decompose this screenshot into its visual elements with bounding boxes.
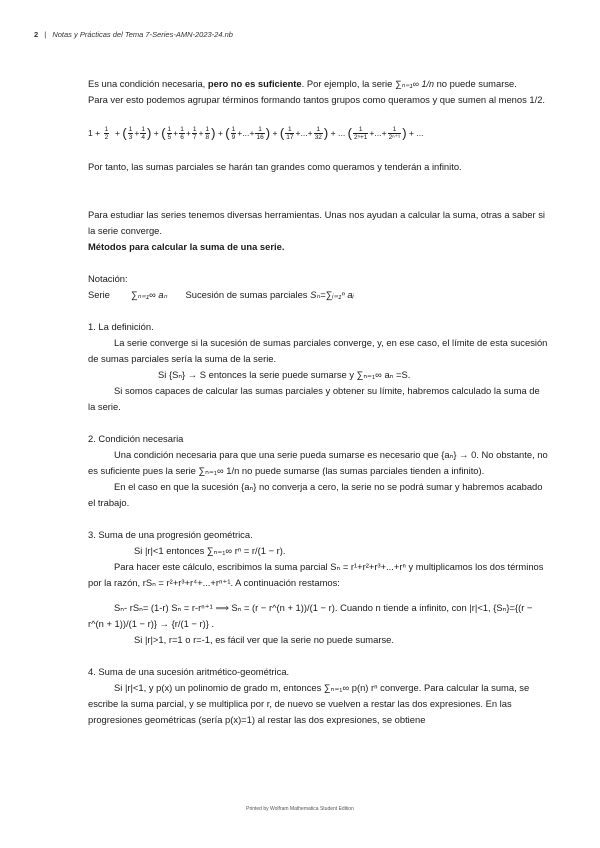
notation-line: Serie ∑ₙ₌₁∞ aₙ Sucesión de sumas parciales Sₙ=∑ᵢ₌₁ⁿ aᵢ xyxy=(88,288,354,300)
series-notation: ∑ₙ₌₁∞ aₙ xyxy=(130,288,168,300)
not-sufficient-emphasis: pero no es suficiente xyxy=(207,78,302,89)
section-1-title: 1. La definición. xyxy=(88,320,154,332)
section-3-title: 3. Suma de una progresión geométrica. xyxy=(88,528,253,540)
methods-heading: Métodos para calcular la suma de una serie. xyxy=(88,240,285,252)
conclusion-text: Por tanto, las sumas parciales se harán tan grandes como queramos y tenderán a infinito. xyxy=(88,160,462,172)
header-separator: | xyxy=(44,30,47,39)
section-2-title: 2. Condición necesaria xyxy=(88,432,184,444)
section-4-p1: Si |r|<1, y p(x) un polinomio de grado m, entonces ∑ₙ₌₁∞ p(n) rⁿ converge. Para calcular la suma, se escribe la suma parcial, y se multiplica por r, de nuevo se vuelven a restar las dos expresiones. En las progresiones geométricas (sería p(x)=1) al restar las dos expresiones, se obtiene xyxy=(88,681,530,725)
intro-line-2: Para ver esto podemos agrupar términos formando tantos grupos como queramos y que sumen al menos 1/2. xyxy=(88,94,546,105)
section-4-title: 4. Suma de una sucesión aritmético-geométrica. xyxy=(88,665,290,677)
page-header xyxy=(34,30,233,39)
section-3-p2: Para hacer este cálculo, escribimos la suma parcial Sₙ = r¹+r²+r³+...+rⁿ y multiplicamos los dos términos por la razón, rSₙ = r²+r³+r⁴+...+rⁿ⁺¹. A continuación restamos: xyxy=(88,560,544,588)
section-2-p2: En el caso en que la sucesión {aₙ} no converja a cero, la serie no se podrá sumar y habremos acabado el trabajo. xyxy=(88,480,543,508)
notebook-title: Notas y Prácticas del Tema 7-Series-AMN-2023-24.nb xyxy=(52,30,233,39)
harmonic-grouping-formula: 1 + $\frac{1}{2}$ + ( $\frac{1}{3}$ + $\frac{1}{4}$ ) + ( $\frac{1}{5}$ + $\frac{1}{6}$ + $\frac{1}{7}$ + $\frac{1}{8}$ ) + ( $\frac{1}{9}$ +...+ $\frac{1}{16}$ ) + ( $\frac{1}{17}$ +...+ $\frac{1}{32}$ ) + ... ( $\frac{1}{\text{2ⁿ+1}}$ +...+ $\frac{1}{\text{2ⁿ⁺¹}}$ ) + ... xyxy=(88,125,424,142)
section-1-p3: Si somos capaces de calcular las sumas parciales y obtener su límite, habremos calculado la suma de la serie. xyxy=(88,384,540,412)
notation-label: Notación: xyxy=(88,272,128,284)
section-3-p3: Sₙ- rSₙ= (1-r) Sₙ = r-rⁿ⁺¹ ⟹ Sₙ = (r − r^(n + 1))/(1 − r). Cuando n tiende a infinito, con |r|<1, {Sₙ}={(r − r^(n + 1))/(1 − r)} → {r/(1 − r)} . xyxy=(88,601,533,629)
page-number: 2 xyxy=(34,30,39,39)
notebook-content xyxy=(88,76,548,728)
print-footer: Printed by Wolfram Mathematica Student Edition xyxy=(246,806,354,812)
harmonic-sum: ∑ₙ₌₁∞ 1/n xyxy=(394,79,434,89)
section-2-p1: Una condición necesaria para que una serie pueda sumarse es necesario que {aₙ} → 0. No obstante, no es suficiente pues la serie ∑ₙ₌₁∞ 1/n no puede sumarse (las sumas parciales tienden a infinito). xyxy=(88,448,548,476)
intro-line-1: Es una condición necesaria, pero no es suficiente. Por ejemplo, la serie ∑ₙ₌₁∞ 1/n no puede sumarse. xyxy=(88,78,517,89)
section-1-p2: Si {Sₙ} → S entonces la serie puede sumarse y ∑ₙ₌₁∞ aₙ =S. xyxy=(158,368,411,380)
section-3-p4: Si |r|>1, r=1 o r=-1, es fácil ver que la serie no puede sumarse. xyxy=(134,633,394,645)
section-1-p1: La serie converge si la sucesión de sumas parciales converge, y, en ese caso, el límite de esta sucesión de sumas parciales sería la suma de la serie. xyxy=(88,336,548,364)
fraction: $\frac{1}{2}$ xyxy=(104,126,109,142)
section-3-p1: Si |r|<1 entonces ∑ₙ₌₁∞ rⁿ = r/(1 − r). xyxy=(134,544,286,556)
partial-sum-notation: Sₙ=∑ᵢ₌₁ⁿ aᵢ xyxy=(310,288,354,300)
tools-paragraph: Para estudiar las series tenemos diversas herramientas. Unas nos ayudan a calcular la suma, otras a saber si la serie converge. xyxy=(88,208,545,236)
